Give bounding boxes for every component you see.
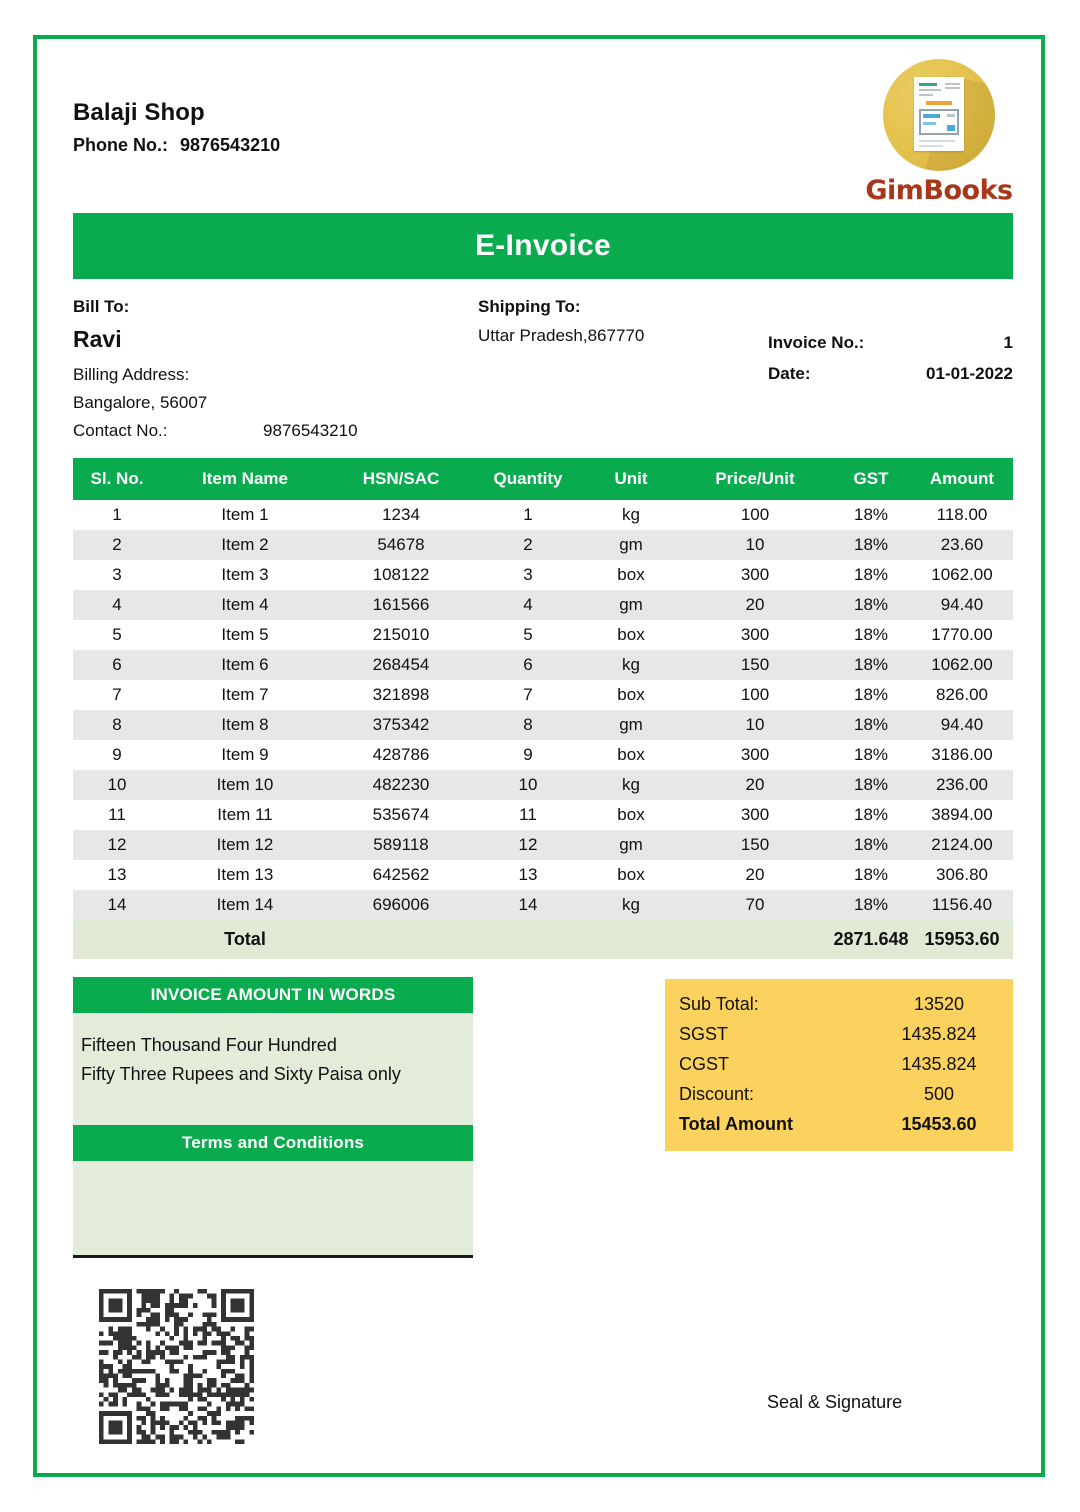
cell-unit: box bbox=[583, 560, 679, 590]
cell-sl-no: 13 bbox=[73, 860, 161, 890]
cell-unit: box bbox=[583, 620, 679, 650]
cell-sl-no: 7 bbox=[73, 680, 161, 710]
shop-phone-row bbox=[73, 135, 280, 156]
col-amount: Amount bbox=[911, 458, 1013, 500]
amount-in-words-heading: INVOICE AMOUNT IN WORDS bbox=[73, 977, 473, 1013]
cell-sl-no: 5 bbox=[73, 620, 161, 650]
seal-signature-label: Seal & Signature bbox=[767, 1392, 903, 1412]
cell-sl-no: 1 bbox=[73, 500, 161, 530]
cell-hsn-sac: 161566 bbox=[329, 590, 473, 620]
cell-sl-no: 2 bbox=[73, 530, 161, 560]
invoice-date-label: Date: bbox=[768, 364, 811, 383]
cell-quantity: 6 bbox=[473, 650, 583, 680]
cell-quantity: 9 bbox=[473, 740, 583, 770]
cell-sl-no: 10 bbox=[73, 770, 161, 800]
cell-quantity: 3 bbox=[473, 560, 583, 590]
table-row bbox=[73, 860, 1013, 890]
cell-amount: 118.00 bbox=[911, 500, 1013, 530]
summary-row-label: Discount: bbox=[679, 1084, 755, 1104]
summary-rows bbox=[679, 989, 999, 1109]
cell-unit: gm bbox=[583, 710, 679, 740]
cell-price-unit: 10 bbox=[679, 530, 831, 560]
invoice-no-value: 1 bbox=[1003, 333, 1013, 352]
table-row bbox=[73, 590, 1013, 620]
bill-contact-row bbox=[73, 417, 473, 445]
summary-panel bbox=[665, 979, 1013, 1151]
summary-row bbox=[679, 989, 999, 1019]
cell-item-name: Item 6 bbox=[161, 650, 329, 680]
cell-item-name: Item 14 bbox=[161, 890, 329, 920]
cell-gst: 18% bbox=[831, 710, 911, 740]
cell-gst: 18% bbox=[831, 530, 911, 560]
invoice-header bbox=[73, 75, 1013, 205]
left-panels bbox=[73, 977, 473, 1258]
cell-quantity: 14 bbox=[473, 890, 583, 920]
cell-hsn-sac: 108122 bbox=[329, 560, 473, 590]
col-gst: GST bbox=[831, 458, 911, 500]
cell-unit: kg bbox=[583, 650, 679, 680]
cell-item-name: Item 3 bbox=[161, 560, 329, 590]
cell-gst: 18% bbox=[831, 830, 911, 860]
cell-amount: 94.40 bbox=[911, 590, 1013, 620]
cell-gst: 18% bbox=[831, 560, 911, 590]
cell-hsn-sac: 535674 bbox=[329, 800, 473, 830]
cell-quantity: 12 bbox=[473, 830, 583, 860]
table-row bbox=[73, 770, 1013, 800]
cell-hsn-sac: 321898 bbox=[329, 680, 473, 710]
cell-price-unit: 150 bbox=[679, 830, 831, 860]
cell-gst: 18% bbox=[831, 800, 911, 830]
terms-heading: Terms and Conditions bbox=[73, 1125, 473, 1161]
cell-hsn-sac: 375342 bbox=[329, 710, 473, 740]
shipping-to-label: Shipping To: bbox=[478, 297, 581, 316]
table-row bbox=[73, 500, 1013, 530]
cell-gst: 18% bbox=[831, 890, 911, 920]
items-header-row bbox=[73, 458, 1013, 500]
cell-item-name: Item 13 bbox=[161, 860, 329, 890]
table-row bbox=[73, 740, 1013, 770]
gimbooks-logo bbox=[865, 59, 1013, 206]
total-amount-value: 15953.60 bbox=[911, 920, 1013, 959]
cell-amount: 1062.00 bbox=[911, 560, 1013, 590]
shop-name: Balaji Shop bbox=[73, 99, 205, 126]
cell-hsn-sac: 268454 bbox=[329, 650, 473, 680]
amount-words-line-2: Fifty Three Rupees and Sixty Paisa only bbox=[81, 1064, 401, 1084]
bill-to-block bbox=[73, 297, 473, 445]
cell-sl-no: 14 bbox=[73, 890, 161, 920]
summary-total-row bbox=[679, 1109, 999, 1139]
cell-amount: 23.60 bbox=[911, 530, 1013, 560]
cell-price-unit: 20 bbox=[679, 590, 831, 620]
table-row bbox=[73, 710, 1013, 740]
cell-price-unit: 10 bbox=[679, 710, 831, 740]
cell-hsn-sac: 642562 bbox=[329, 860, 473, 890]
cell-amount: 94.40 bbox=[911, 710, 1013, 740]
bill-to-name: Ravi bbox=[73, 326, 122, 352]
cell-item-name: Item 8 bbox=[161, 710, 329, 740]
cell-hsn-sac: 215010 bbox=[329, 620, 473, 650]
summary-row bbox=[679, 1019, 999, 1049]
table-row bbox=[73, 800, 1013, 830]
cell-item-name: Item 7 bbox=[161, 680, 329, 710]
cell-sl-no: 3 bbox=[73, 560, 161, 590]
items-table bbox=[73, 458, 1013, 959]
summary-row-label: CGST bbox=[679, 1054, 730, 1074]
cell-amount: 2124.00 bbox=[911, 830, 1013, 860]
cell-price-unit: 300 bbox=[679, 560, 831, 590]
items-table-foot bbox=[73, 920, 1013, 959]
cell-price-unit: 20 bbox=[679, 770, 831, 800]
cell-unit: kg bbox=[583, 770, 679, 800]
summary-row-value: 500 bbox=[923, 1084, 955, 1104]
cell-hsn-sac: 696006 bbox=[329, 890, 473, 920]
cell-gst: 18% bbox=[831, 770, 911, 800]
cell-sl-no: 12 bbox=[73, 830, 161, 860]
cell-price-unit: 300 bbox=[679, 740, 831, 770]
col-quantity: Quantity bbox=[473, 458, 583, 500]
total-gst-value: 2871.648 bbox=[831, 920, 911, 959]
lower-section bbox=[73, 977, 1013, 1267]
cell-amount: 3894.00 bbox=[911, 800, 1013, 830]
cell-gst: 18% bbox=[831, 680, 911, 710]
bill-contact-label: Contact No.: bbox=[73, 421, 168, 440]
shop-phone-value: 9876543210 bbox=[180, 135, 281, 155]
cell-sl-no: 9 bbox=[73, 740, 161, 770]
total-label: Total bbox=[161, 920, 329, 959]
billing-address-line: Bangalore, 56007 bbox=[73, 393, 208, 412]
cell-gst: 18% bbox=[831, 860, 911, 890]
amount-in-words-body bbox=[73, 1013, 473, 1125]
cell-item-name: Item 11 bbox=[161, 800, 329, 830]
cell-item-name: Item 10 bbox=[161, 770, 329, 800]
cell-quantity: 4 bbox=[473, 590, 583, 620]
summary-row bbox=[679, 1079, 999, 1109]
cell-gst: 18% bbox=[831, 500, 911, 530]
invoice-date-value: 01-01-2022 bbox=[926, 364, 1013, 383]
cell-unit: gm bbox=[583, 590, 679, 620]
summary-row bbox=[679, 1049, 999, 1079]
table-row bbox=[73, 890, 1013, 920]
cell-item-name: Item 1 bbox=[161, 500, 329, 530]
cell-unit: gm bbox=[583, 830, 679, 860]
cell-hsn-sac: 54678 bbox=[329, 530, 473, 560]
summary-row-value: 1435.824 bbox=[901, 1054, 977, 1074]
logo-circle bbox=[883, 59, 995, 171]
cell-hsn-sac: 428786 bbox=[329, 740, 473, 770]
table-row bbox=[73, 530, 1013, 560]
summary-row-value: 13520 bbox=[913, 994, 965, 1014]
cell-unit: kg bbox=[583, 500, 679, 530]
cell-unit: gm bbox=[583, 530, 679, 560]
cell-quantity: 13 bbox=[473, 860, 583, 890]
cell-item-name: Item 2 bbox=[161, 530, 329, 560]
cell-item-name: Item 12 bbox=[161, 830, 329, 860]
cell-sl-no: 8 bbox=[73, 710, 161, 740]
cell-price-unit: 100 bbox=[679, 500, 831, 530]
table-total-row bbox=[73, 920, 1013, 959]
billing-address-label: Billing Address: bbox=[73, 365, 190, 384]
parties-section bbox=[73, 279, 1013, 452]
cell-quantity: 1 bbox=[473, 500, 583, 530]
col-price-unit: Price/Unit bbox=[679, 458, 831, 500]
cell-price-unit: 20 bbox=[679, 860, 831, 890]
cell-quantity: 11 bbox=[473, 800, 583, 830]
cell-gst: 18% bbox=[831, 590, 911, 620]
col-unit: Unit bbox=[583, 458, 679, 500]
cell-hsn-sac: 589118 bbox=[329, 830, 473, 860]
invoice-no-label: Invoice No.: bbox=[768, 333, 865, 352]
bill-contact-value: 9876543210 bbox=[263, 421, 358, 440]
table-row bbox=[73, 560, 1013, 590]
amount-words-line-1: Fifteen Thousand Four Hundred bbox=[81, 1035, 337, 1055]
cell-price-unit: 300 bbox=[679, 800, 831, 830]
cell-amount: 1156.40 bbox=[911, 890, 1013, 920]
cell-quantity: 10 bbox=[473, 770, 583, 800]
cell-amount: 236.00 bbox=[911, 770, 1013, 800]
cell-quantity: 2 bbox=[473, 530, 583, 560]
invoice-date-row bbox=[768, 358, 1013, 389]
invoice-meta-block bbox=[768, 327, 1013, 389]
invoice-sheet bbox=[73, 75, 1013, 1445]
cell-unit: box bbox=[583, 860, 679, 890]
cell-quantity: 7 bbox=[473, 680, 583, 710]
page-title: E-Invoice bbox=[474, 229, 612, 262]
cell-price-unit: 150 bbox=[679, 650, 831, 680]
table-row bbox=[73, 680, 1013, 710]
cell-amount: 306.80 bbox=[911, 860, 1013, 890]
summary-total-value: 15453.60 bbox=[901, 1114, 977, 1134]
qr-code-icon bbox=[99, 1289, 254, 1444]
cell-item-name: Item 9 bbox=[161, 740, 329, 770]
shop-phone-label: Phone No.: bbox=[73, 135, 168, 155]
summary-row-value: 1435.824 bbox=[901, 1024, 977, 1044]
cell-unit: box bbox=[583, 680, 679, 710]
col-hsn-sac: HSN/SAC bbox=[329, 458, 473, 500]
cell-price-unit: 300 bbox=[679, 620, 831, 650]
col-sl-no: Sl. No. bbox=[73, 458, 161, 500]
cell-sl-no: 4 bbox=[73, 590, 161, 620]
summary-row-label: SGST bbox=[679, 1024, 729, 1044]
cell-hsn-sac: 1234 bbox=[329, 500, 473, 530]
cell-amount: 1770.00 bbox=[911, 620, 1013, 650]
cell-gst: 18% bbox=[831, 740, 911, 770]
cell-amount: 3186.00 bbox=[911, 740, 1013, 770]
invoice-no-row bbox=[768, 327, 1013, 358]
cell-quantity: 8 bbox=[473, 710, 583, 740]
cell-unit: box bbox=[583, 740, 679, 770]
cell-price-unit: 70 bbox=[679, 890, 831, 920]
terms-body bbox=[73, 1161, 473, 1258]
cell-amount: 1062.00 bbox=[911, 650, 1013, 680]
shipping-to-block bbox=[478, 297, 768, 346]
cell-gst: 18% bbox=[831, 650, 911, 680]
cell-sl-no: 6 bbox=[73, 650, 161, 680]
cell-hsn-sac: 482230 bbox=[329, 770, 473, 800]
invoice-title-bar bbox=[73, 213, 1013, 279]
cell-sl-no: 11 bbox=[73, 800, 161, 830]
cell-quantity: 5 bbox=[473, 620, 583, 650]
shipping-to-address: Uttar Pradesh,867770 bbox=[478, 326, 645, 345]
summary-row-label: Sub Total: bbox=[679, 994, 759, 1014]
cell-gst: 18% bbox=[831, 620, 911, 650]
table-row bbox=[73, 620, 1013, 650]
cell-price-unit: 100 bbox=[679, 680, 831, 710]
document-logo-icon bbox=[914, 77, 964, 151]
cell-unit: box bbox=[583, 800, 679, 830]
summary-total-label: Total Amount bbox=[679, 1114, 793, 1134]
cell-unit: kg bbox=[583, 890, 679, 920]
cell-amount: 826.00 bbox=[911, 680, 1013, 710]
items-table-head bbox=[73, 458, 1013, 500]
items-table-body bbox=[73, 500, 1013, 920]
bill-to-label: Bill To: bbox=[73, 297, 130, 316]
table-row bbox=[73, 830, 1013, 860]
footer-section bbox=[73, 1279, 1013, 1469]
table-row bbox=[73, 650, 1013, 680]
cell-item-name: Item 4 bbox=[161, 590, 329, 620]
cell-item-name: Item 5 bbox=[161, 620, 329, 650]
logo-wordmark: GimBooks bbox=[865, 175, 1013, 206]
col-item-name: Item Name bbox=[161, 458, 329, 500]
